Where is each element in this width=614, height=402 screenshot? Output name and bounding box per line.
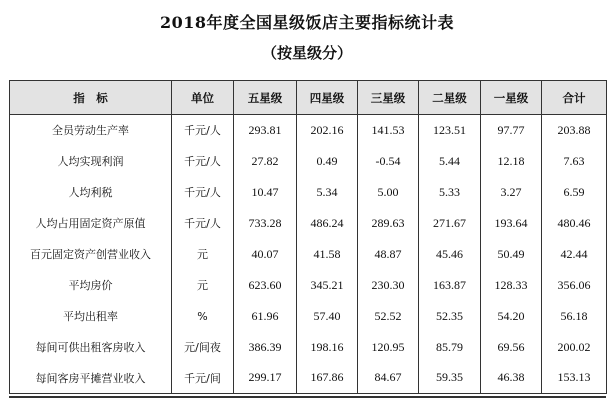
table-row (10, 115, 607, 146)
four-star-value: 57.40 (297, 301, 358, 332)
two-star-value: 45.46 (419, 239, 481, 270)
table-row (10, 239, 607, 270)
unit-cell: % (172, 301, 234, 332)
one-star-value: 128.33 (481, 270, 542, 301)
three-star-value: 289.63 (358, 208, 419, 239)
one-star-value: 46.38 (481, 363, 542, 394)
table-row (10, 363, 607, 394)
header-total: 合计 (542, 81, 607, 115)
hotel-indicator-table (9, 80, 607, 394)
one-star-value: 54.20 (481, 301, 542, 332)
document-subtitle: （按星级分） (261, 44, 352, 62)
header-five-star: 五星级 (234, 81, 297, 115)
total-value: 200.02 (542, 332, 607, 363)
five-star-value: 733.28 (234, 208, 297, 239)
four-star-value: 202.16 (297, 115, 358, 146)
five-star-value: 386.39 (234, 332, 297, 363)
one-star-value: 69.56 (481, 332, 542, 363)
indicator-label: 人均利税 (10, 177, 172, 208)
indicator-label: 人均占用固定资产原值 (10, 208, 172, 239)
unit-cell: 千元/人 (172, 146, 234, 177)
table-row (10, 146, 607, 177)
five-star-value: 27.82 (234, 146, 297, 177)
total-value: 203.88 (542, 115, 607, 146)
indicator-label: 每间客房平摊营业收入 (10, 363, 172, 394)
indicator-label: 平均出租率 (10, 301, 172, 332)
four-star-value: 345.21 (297, 270, 358, 301)
table-row (10, 177, 607, 208)
table-header-row (10, 81, 607, 115)
four-star-value: 41.58 (297, 239, 358, 270)
indicator-label: 每间可供出租客房收入 (10, 332, 172, 363)
header-three-star: 三星级 (358, 81, 419, 115)
total-value: 42.44 (542, 239, 607, 270)
unit-cell: 千元/人 (172, 115, 234, 146)
three-star-value: 48.87 (358, 239, 419, 270)
unit-cell: 千元/人 (172, 208, 234, 239)
two-star-value: 123.51 (419, 115, 481, 146)
unit-cell: 元 (172, 270, 234, 301)
two-star-value: 59.35 (419, 363, 481, 394)
total-value: 356.06 (542, 270, 607, 301)
three-star-value: 52.52 (358, 301, 419, 332)
three-star-value: 5.00 (358, 177, 419, 208)
one-star-value: 97.77 (481, 115, 542, 146)
total-value: 6.59 (542, 177, 607, 208)
four-star-value: 0.49 (297, 146, 358, 177)
bottom-rule (9, 396, 606, 398)
five-star-value: 10.47 (234, 177, 297, 208)
total-value: 7.63 (542, 146, 607, 177)
total-value: 56.18 (542, 301, 607, 332)
one-star-value: 3.27 (481, 177, 542, 208)
header-unit: 单位 (172, 81, 234, 115)
two-star-value: 5.33 (419, 177, 481, 208)
two-star-value: 163.87 (419, 270, 481, 301)
indicator-label: 百元固定资产创营业收入 (10, 239, 172, 270)
header-indicator: 指 标 (10, 81, 172, 115)
table-row (10, 270, 607, 301)
two-star-value: 52.35 (419, 301, 481, 332)
unit-cell: 元 (172, 239, 234, 270)
unit-cell: 千元/间 (172, 363, 234, 394)
one-star-value: 12.18 (481, 146, 542, 177)
three-star-value: 230.30 (358, 270, 419, 301)
three-star-value: 141.53 (358, 115, 419, 146)
indicator-label: 平均房价 (10, 270, 172, 301)
two-star-value: 271.67 (419, 208, 481, 239)
header-one-star: 一星级 (481, 81, 542, 115)
header-two-star: 二星级 (419, 81, 481, 115)
header-four-star: 四星级 (297, 81, 358, 115)
table-row (10, 301, 607, 332)
indicator-label: 人均实现利润 (10, 146, 172, 177)
unit-cell: 元/间夜 (172, 332, 234, 363)
four-star-value: 486.24 (297, 208, 358, 239)
five-star-value: 293.81 (234, 115, 297, 146)
indicator-label: 全员劳动生产率 (10, 115, 172, 146)
three-star-value: 120.95 (358, 332, 419, 363)
table-row (10, 332, 607, 363)
four-star-value: 5.34 (297, 177, 358, 208)
five-star-value: 40.07 (234, 239, 297, 270)
four-star-value: 167.86 (297, 363, 358, 394)
table-row (10, 208, 607, 239)
three-star-value: -0.54 (358, 146, 419, 177)
two-star-value: 85.79 (419, 332, 481, 363)
total-value: 153.13 (542, 363, 607, 394)
four-star-value: 198.16 (297, 332, 358, 363)
document-title: 2018年度全国星级饭店主要指标统计表 (159, 13, 455, 32)
two-star-value: 5.44 (419, 146, 481, 177)
five-star-value: 623.60 (234, 270, 297, 301)
one-star-value: 193.64 (481, 208, 542, 239)
five-star-value: 61.96 (234, 301, 297, 332)
unit-cell: 千元/人 (172, 177, 234, 208)
five-star-value: 299.17 (234, 363, 297, 394)
one-star-value: 50.49 (481, 239, 542, 270)
table-body (10, 115, 607, 394)
total-value: 480.46 (542, 208, 607, 239)
three-star-value: 84.67 (358, 363, 419, 394)
